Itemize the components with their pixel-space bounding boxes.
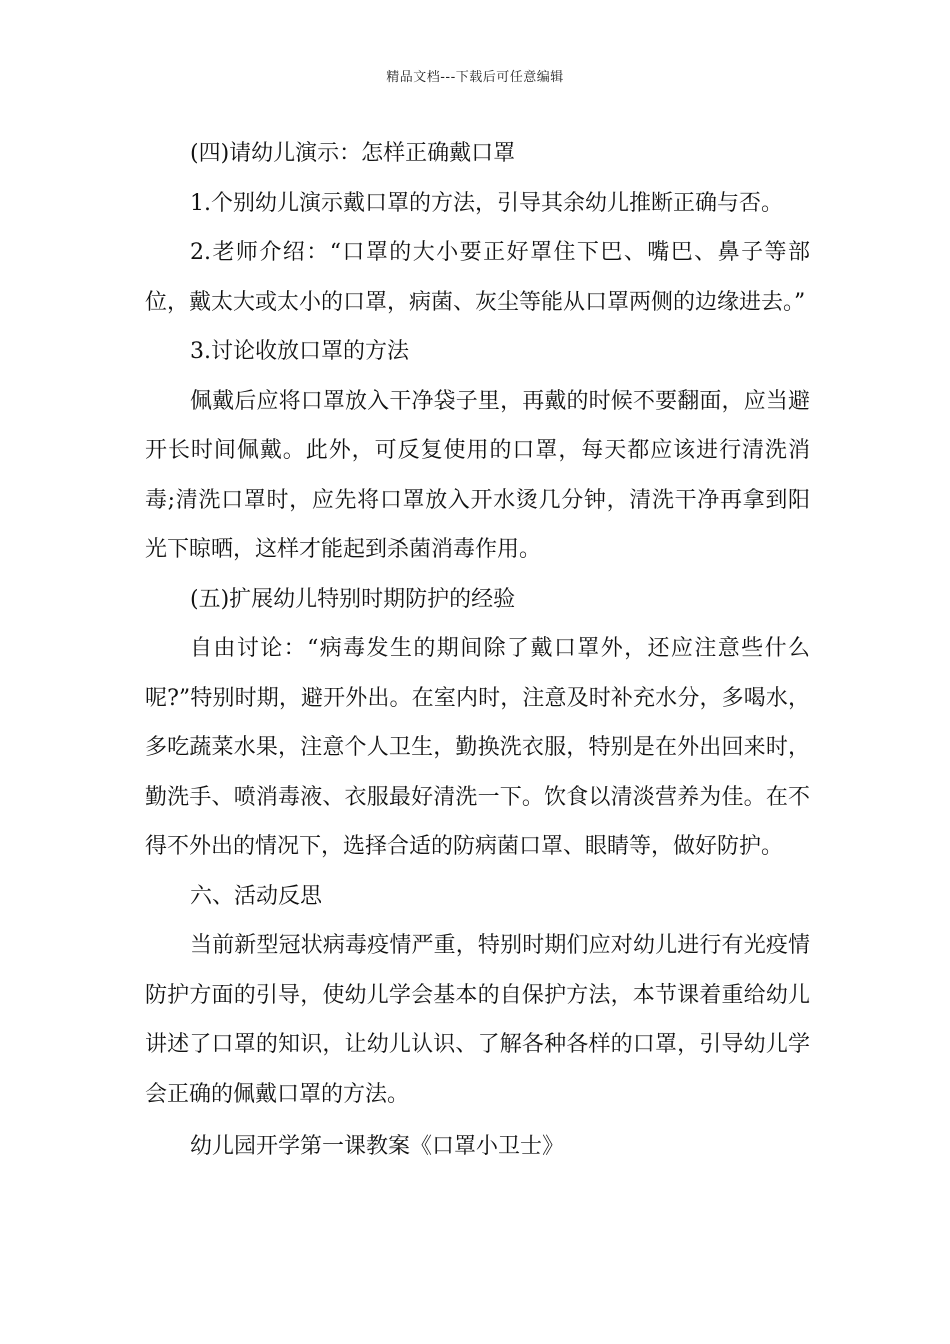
section-heading-extension: (五)扩展幼儿特别时期防护的经验: [190, 586, 516, 612]
paragraph-reflection: 当前新型冠状病毒疫情严重，特别时期们应对幼儿进行有光疫情防护方面的引导，使幼儿学会基本的自保护方法，本节课着重给幼儿讲述了口罩的知识，让幼儿认识、了解各种各样的口罩，引导幼儿学会正确的佩戴口罩的方法。: [145, 933, 810, 1107]
paragraph-step-2: 2.老师介绍：“口罩的大小要正好罩住下巴、嘴巴、鼻子等部位，戴太大或太小的口罩，病菌、灰尘等能从口罩两侧的边缘进去。”: [145, 240, 810, 315]
paragraph-step-3: 3.讨论收放口罩的方法: [190, 339, 409, 364]
paragraph-step-1: 1.个别幼儿演示戴口罩的方法，引导其余幼儿推断正确与否。: [190, 190, 783, 216]
section-heading-reflection: 六、活动反思: [190, 883, 323, 909]
page-header: 精品文档---下载后可任意编辑: [386, 70, 564, 85]
paragraph-storage: 佩戴后应将口罩放入干净袋子里，再戴的时候不要翻面，应当避开长时间佩戴。此外，可反复使用的口罩，每天都应该进行清洗消毒;清洗口罩时，应先将口罩放入开水烫几分钟，清洗干净再拿到阳光下晾晒，这样才能起到杀菌消毒作用。: [145, 388, 810, 562]
document-body: [145, 129, 810, 1172]
paragraph-lesson-title: 幼儿园开学第一课教案《口罩小卫士》: [190, 1134, 565, 1159]
section-heading-demo: (四)请幼儿演示：怎样正确戴口罩: [190, 141, 516, 166]
paragraph-free-discussion: 自由讨论：“病毒发生的期间除了戴口罩外，还应注意些什么呢?”特别时期，避开外出。在室内时，注意及时补充水分，多喝水，多吃蔬菜水果，注意个人卫生，勤换洗衣服，特别是在外出回来时，勤洗手、喷消毒液、衣服最好清洗一下。饮食以清淡营养为佳。在不得不外出的情况下，选择合适的防病菌口罩、眼睛等，做好防护。: [145, 636, 810, 859]
